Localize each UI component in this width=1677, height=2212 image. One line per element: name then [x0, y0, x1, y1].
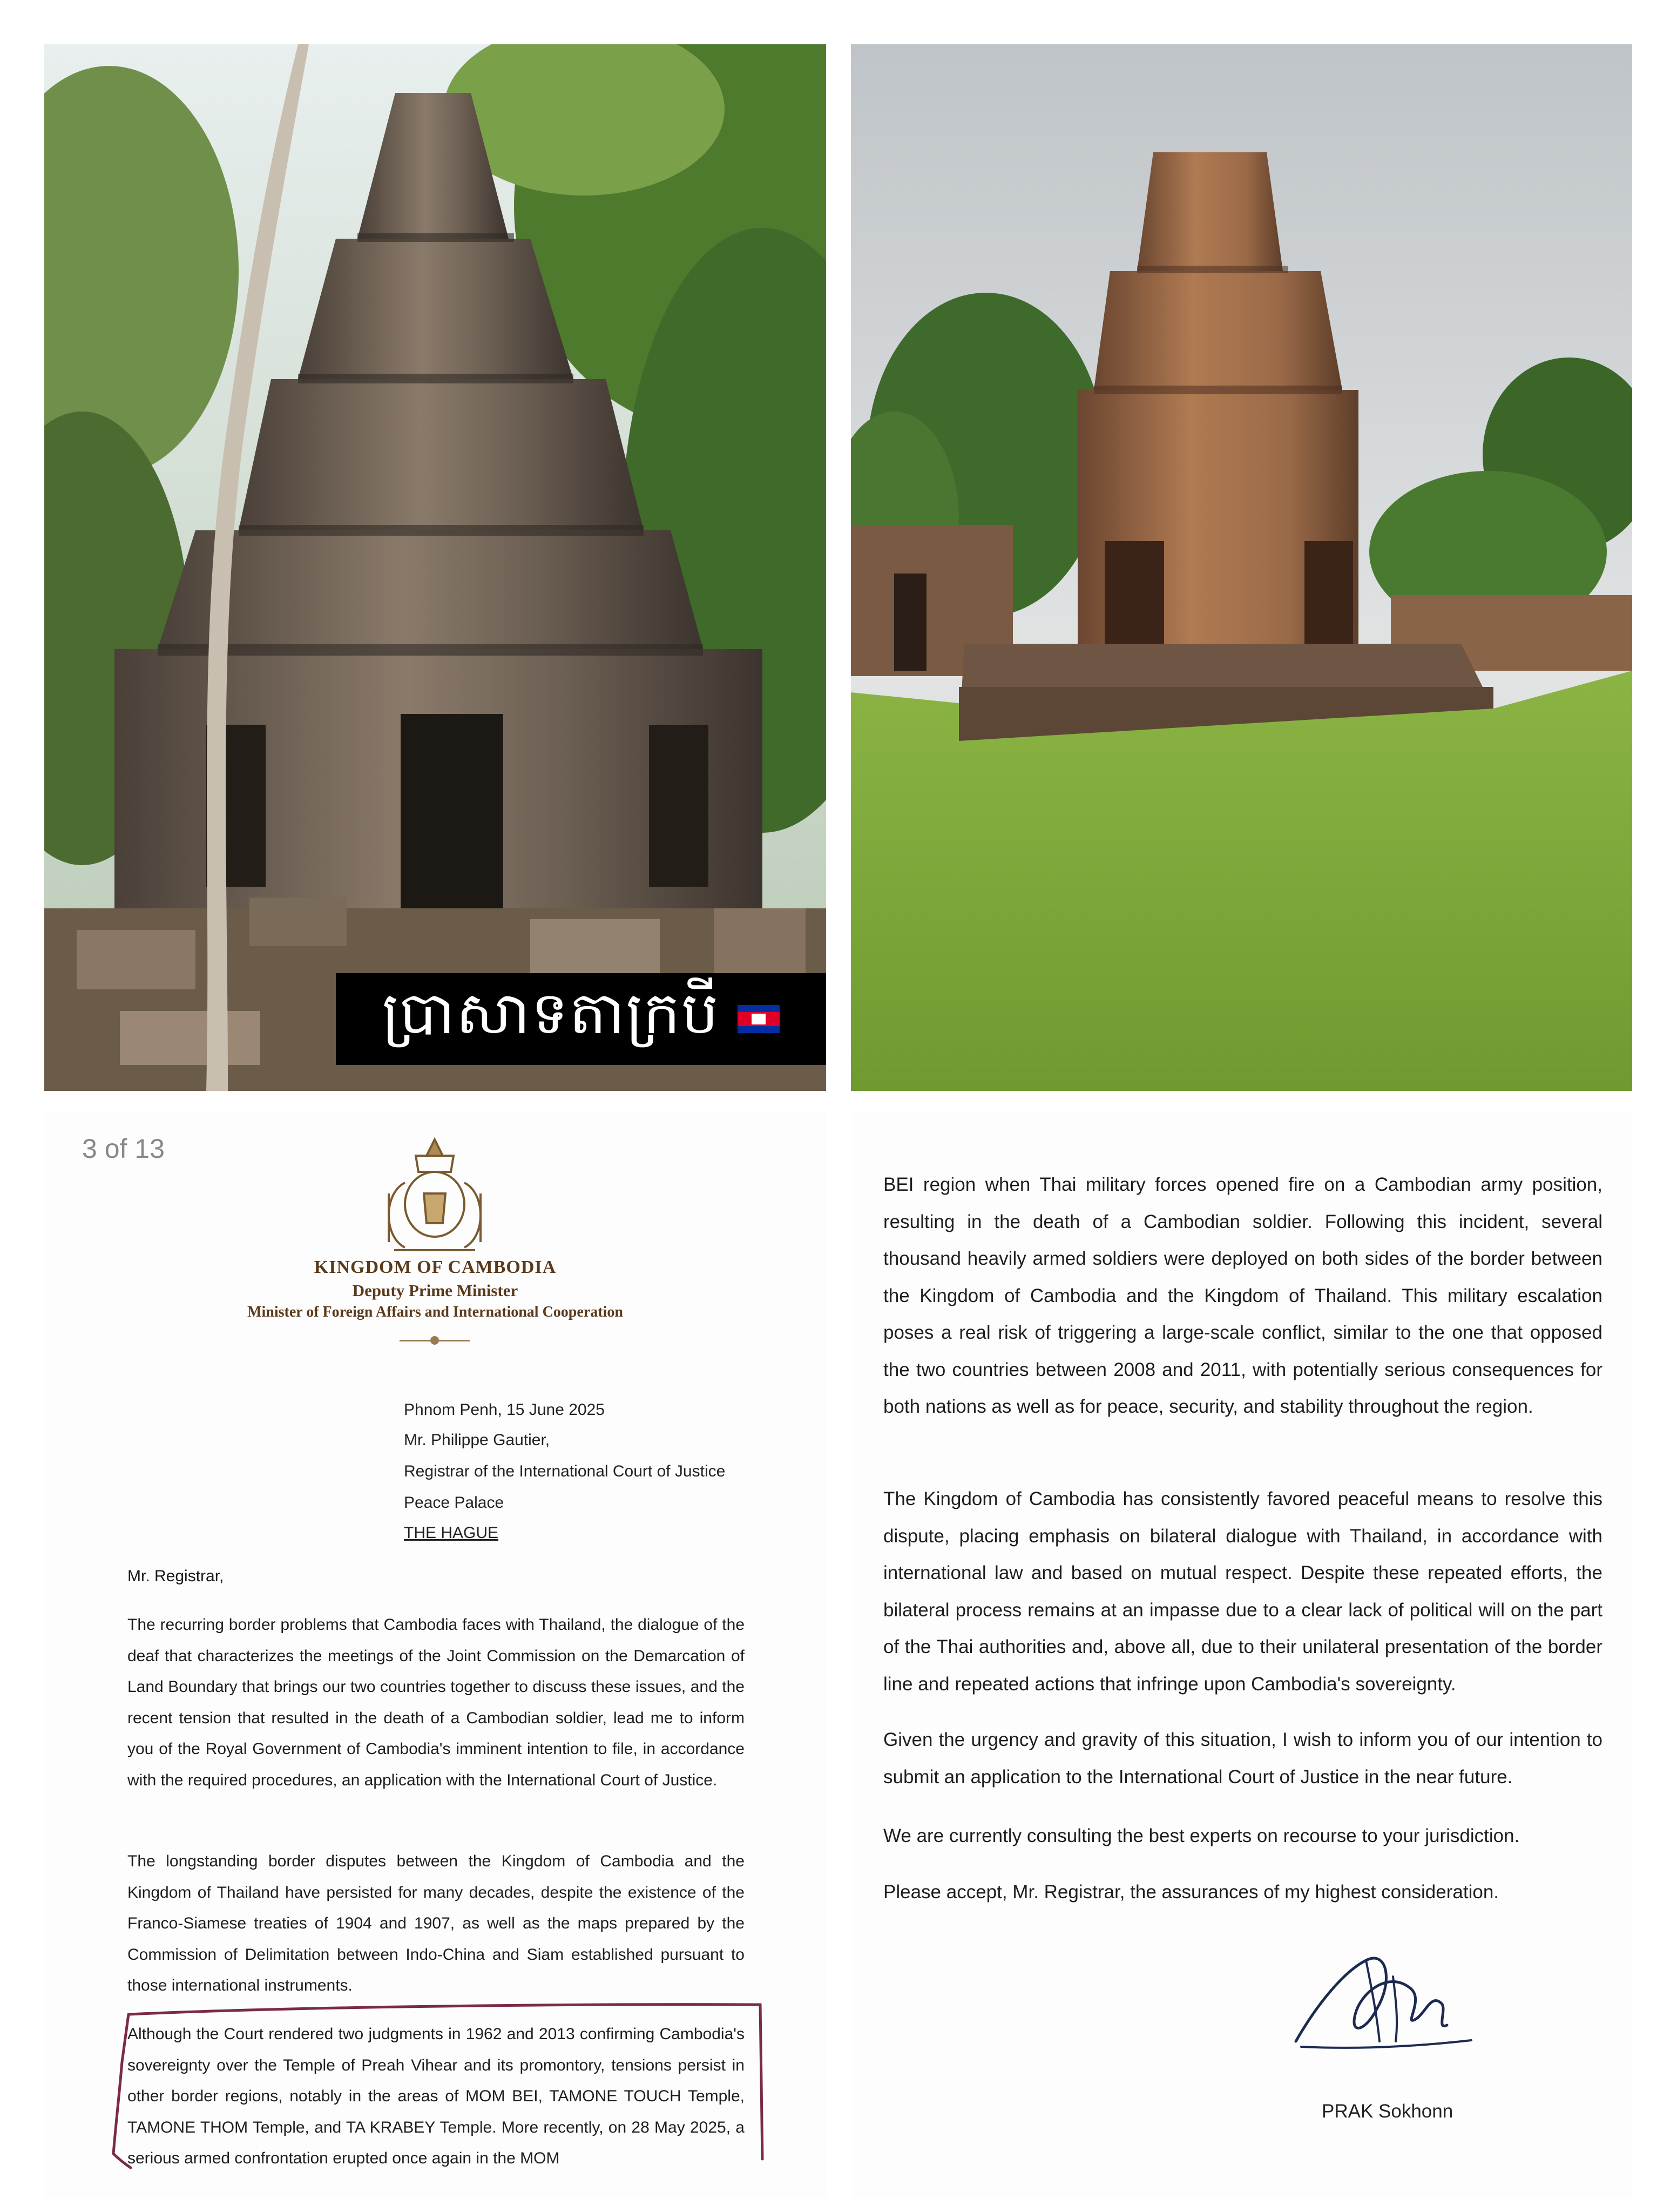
photo-sandstone-temple — [851, 44, 1632, 1091]
photo-ta-krabey-temple — [44, 44, 826, 1091]
temple-photo-right-illustration — [851, 44, 1632, 1091]
header-office: Deputy Prime Minister — [352, 1281, 518, 1300]
salutation: Mr. Registrar, — [127, 1567, 224, 1585]
letter-paragraph: Given the urgency and gravity of this situation, I wish to inform you of our intention to submit an application to the International Court of Justice in the near future. — [883, 1729, 1602, 1788]
date-line: Phnom Penh, 15 June 2025 — [404, 1401, 605, 1419]
recipient-city: THE HAGUE — [404, 1524, 499, 1542]
royal-coat-of-arms-icon — [373, 1134, 497, 1264]
page-counter: 3 of 13 — [82, 1134, 165, 1164]
handwritten-signature — [1285, 1939, 1479, 2063]
recipient-title: Registrar of the International Court of Justice — [404, 1462, 726, 1480]
letter-paragraph: The longstanding border disputes between the Kingdom of Cambodia and the Kingdom of Thailand have persisted for many decades, despite the existence of the Franco-Siamese treaties of 1904 and 1907, as well as the maps prepared by the Commission of Delimitation between Indo-China and Siam established pursuant to those international instruments. — [127, 1852, 745, 1994]
letter-paragraph: The Kingdom of Cambodia has consistently favored peaceful means to resolve this dispute, placing emphasis on bilateral dialogue with Thailand, in accordance with international law and based on mutual respect. Despite these repeated efforts, the bilateral process remains at an impasse due to a clear lack of political will on the part of the Thai authorities and, above all, due to their unilateral presentation of the border line and repeated actions that infringe upon Cambodia's sovereignty. — [883, 1488, 1602, 1695]
letter-paragraph: Although the Court rendered two judgments in 1962 and 2013 confirming Cambodia's sovereignty over the Temple of Preah Vihear and its promontory, tensions persist in other border regions, notably in the areas of MOM BEI, TAMONE TOUCH Temple, TAMONE THOM Temple, and TA KRABEY Temple. More recently, on 28 May 2025, a serious armed confrontation erupted once again in the MOM — [127, 2025, 745, 2167]
recipient-name: Mr. Philippe Gautier, — [404, 1431, 550, 1449]
header-kingdom: KINGDOM OF CAMBODIA — [314, 1257, 557, 1277]
letter-paragraph: The recurring border problems that Cambodia faces with Thailand, the dialogue of the deaf that characterizes the meetings of the Joint Commission on the Demarcation of Land Boundary that brings our two countries together to discuss these issues, and the recent tension that resulted in the death of a Cambodian soldier, lead me to inform you of the Royal Government of Cambodia's imminent intention to file, in accordance with the required procedures, an application with the International Court of Justice. — [127, 1616, 745, 1789]
letter-paragraph: BEI region when Thai military forces opened fire on a Cambodian army position, resulting in the death of a Cambodian soldier. Following this incident, several thousand heavily armed soldiers were deployed on both sides of the border between the Kingdom of Cambodia and the Kingdom of Thailand. This military escalation poses a real risk of triggering a large-scale conflict, similar to the one that opposed the two countries between 2008 and 2011, with potentially serious consequences for both nations as well as for peace, security, and stability throughout the region. — [883, 1174, 1602, 1417]
header-ministry: Minister of Foreign Affairs and International Cooperation — [247, 1304, 623, 1320]
letter-paragraph: We are currently consulting the best experts on recourse to your jurisdiction. — [883, 1825, 1520, 1846]
caption-text: ប្រាសាទតាក្របី — [382, 980, 720, 1046]
cambodia-flag-icon — [738, 1005, 780, 1033]
hand-drawn-highlight-outline — [103, 1992, 766, 2170]
photo-caption — [336, 973, 826, 1065]
letter-paragraph: Please accept, Mr. Registrar, the assurances of my highest consideration. — [883, 1881, 1499, 1903]
temple-photo-left-illustration — [44, 44, 826, 1091]
signer-name: PRAK Sokhonn — [1322, 2101, 1453, 2122]
header-divider-ornament — [430, 1336, 439, 1345]
recipient-building: Peace Palace — [404, 1494, 504, 1512]
